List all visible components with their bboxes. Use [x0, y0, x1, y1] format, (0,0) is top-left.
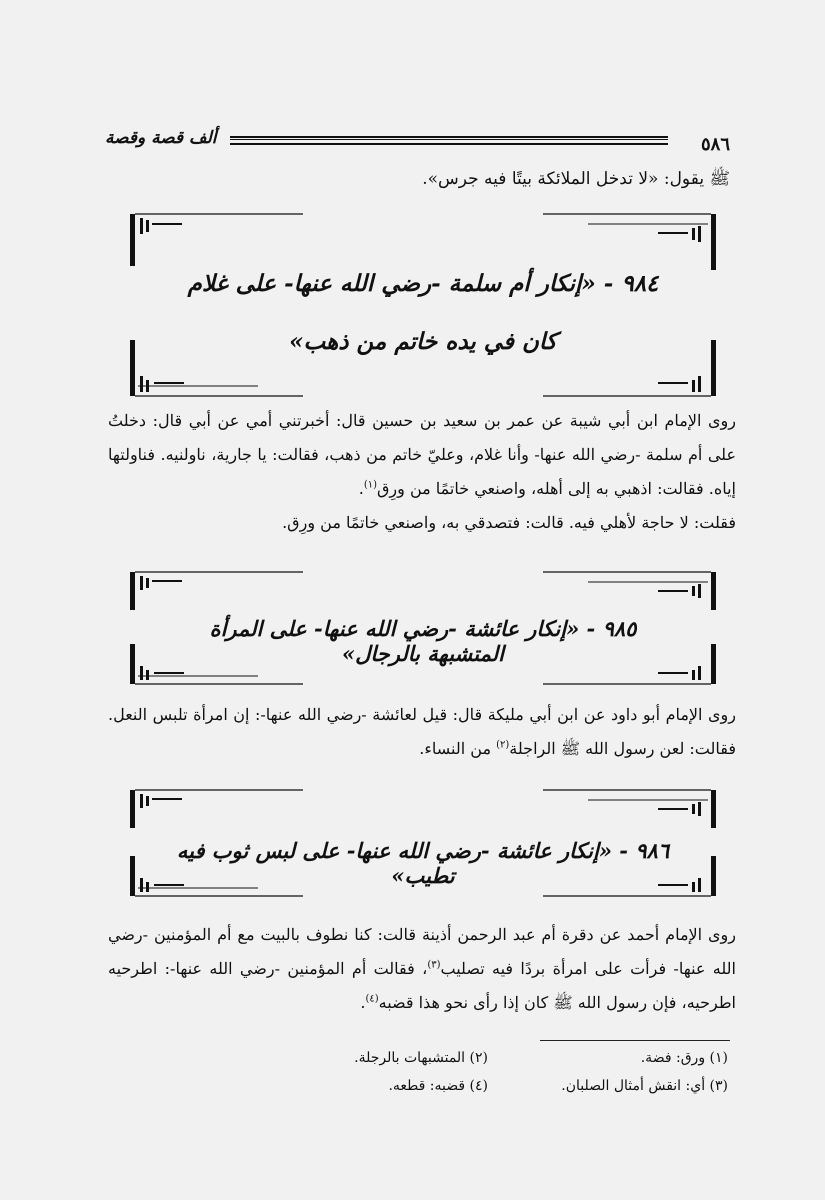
- continued-text: ﷺ يقول: «لا تدخل الملائكة بيتًا فيه جرس».: [422, 169, 730, 189]
- footnote-rule: [540, 1040, 730, 1041]
- story-986-paragraph-2: ، فقالت أم المؤمنين -رضي الله عنها-: اطرحيه اطرحيه، فإن رسول الله ﷺ كان إذا رأى نحو هذا قضبه: [108, 959, 736, 1012]
- story-title-984-line-1: ٩٨٤ - «إنكار أم سلمة -رضي الله عنها- على غلام: [187, 270, 659, 297]
- story-984-paragraph-1: روى الإمام ابن أبي شيبة عن عمر بن سعيد بن حسين قال: أخبرتني أمي عن أبي قال: دخلتُ على أم سلمة -رضي الله عنها- وأنا غلام، وعليّ خاتم من ذهب، فقالت: يا جارية، ناولنيه. فناولتها إياه. فقالت: اذهبي به إلى أهله، واصنعي خاتمًا من ورِق: [108, 411, 736, 498]
- story-body-986: [108, 918, 736, 1020]
- frame-corner-top-right: [538, 210, 718, 270]
- story-986-paragraph-1: روى الإمام أحمد عن دقرة أم عبد الرحمن أذينة قالت: كنا نطوف بالبيت مع أم المؤمنين -رضي الله عنها- فرأت على امرأة بردًا فيه تصليب: [108, 925, 736, 978]
- footnote-marker-1: (١): [363, 479, 377, 491]
- story-984-paragraph-2: فقلت: لا حاجة لأهلي فيه. قالت: فتصدقي به، واصنعي خاتمًا من ورِق.: [282, 513, 736, 532]
- story-985-paragraph-1-end: من النساء.: [419, 739, 497, 758]
- frame-corner-top-left: [128, 210, 308, 270]
- story-title-986: ٩٨٦ - «إنكار عائشة -رضي الله عنها- على لبس ثوب فيه تطيب»: [176, 838, 670, 888]
- footnotes: [290, 1050, 728, 1106]
- footnote-4: (٤) قضبه: قطعه.: [388, 1078, 488, 1094]
- frame-corner-top-right: [538, 568, 718, 612]
- story-984-paragraph-1-end: .: [358, 479, 364, 498]
- footnote-marker-2: (٢): [496, 739, 510, 751]
- title-frame-984: [128, 210, 718, 400]
- frame-corner-top-right: [538, 786, 718, 830]
- story-985-paragraph-1: روى الإمام أبو داود عن ابن أبي مليكة قال: قيل لعائشة -رضي الله عنها-: إن امرأة تلبس النعل. فقالت: لعن رسول الله ﷺ الراجلة: [108, 705, 736, 758]
- footnote-3: (٣) أي: انقش أمثال الصلبان.: [561, 1078, 728, 1094]
- story-body-985: [108, 698, 736, 766]
- frame-corner-bottom-right: [538, 644, 718, 688]
- footnote-1: (١) ورق: فضة.: [640, 1050, 728, 1066]
- footnote-marker-3: (٣): [427, 959, 441, 971]
- header-rule: [230, 136, 668, 145]
- footnote-marker-4: (٤): [365, 993, 379, 1005]
- frame-corner-bottom-left: [128, 644, 308, 688]
- frame-corner-bottom-right: [538, 340, 718, 400]
- book-title: ألف قصة وقصة: [105, 128, 217, 148]
- page-number: ٥٨٦: [700, 134, 730, 155]
- story-986-paragraph-end: .: [360, 993, 366, 1012]
- frame-corner-top-left: [128, 786, 308, 830]
- footnote-row: [290, 1078, 728, 1106]
- footnote-row: [290, 1050, 728, 1078]
- story-title-985: ٩٨٥ - «إنكار عائشة -رضي الله عنها- على المرأة المتشبهة بالرجال»: [209, 616, 637, 666]
- frame-corner-bottom-left: [128, 340, 308, 400]
- story-title-984-line-2: كان في يده خاتم من ذهب»: [289, 328, 557, 355]
- title-frame-986: [128, 786, 718, 900]
- title-frame-985: [128, 568, 718, 688]
- story-body-984: [108, 404, 736, 540]
- frame-corner-bottom-right: [538, 856, 718, 900]
- footnote-2: (٢) المتشبهات بالرجلة.: [354, 1050, 488, 1066]
- frame-corner-bottom-left: [128, 856, 308, 900]
- frame-corner-top-left: [128, 568, 308, 612]
- running-header: [105, 120, 730, 160]
